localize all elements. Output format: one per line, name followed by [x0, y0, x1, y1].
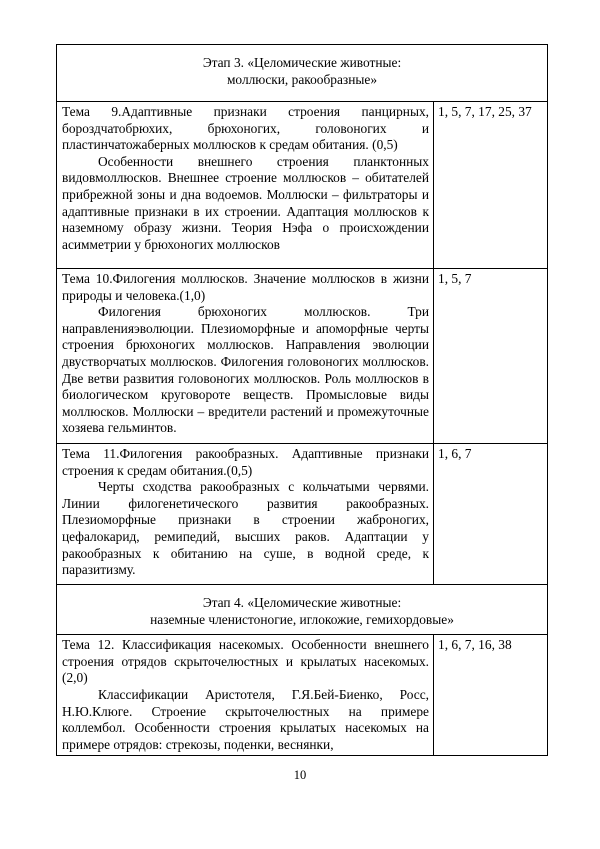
- stage-4-header: [57, 585, 548, 635]
- references-cell: 1, 5, 7: [434, 269, 548, 444]
- topic-title: Тема 9.Адаптивные признаки строения панцирных, бороздчатобрюхих, брюхоногих, головоногих и пластинчатожаберных моллюсков к средам обитания. (0,5): [62, 104, 429, 153]
- stage-3-title: Этап 3. «Целомические животные:: [202, 55, 402, 70]
- topic-cell: [57, 269, 434, 444]
- topic-content: Классификации Аристотеля, Г.Я.Бей-Биенко, Росс, Н.Ю.Клюге. Строение скрыточелюстных на примере коллембол. Особенности строения крылатых насекомых на примере отрядов: стрекозы, поденки, веснянки,: [62, 686, 429, 752]
- stage-3-header: [57, 45, 548, 102]
- stage-3-subtitle: моллюски, ракообразные»: [226, 71, 378, 87]
- references-cell: 1, 5, 7, 17, 25, 37: [434, 102, 548, 269]
- topic-title: Тема 11.Филогения ракообразных. Адаптивные признаки строения к средам обитания.(0,5): [62, 446, 429, 478]
- references-cell: 1, 6, 7: [434, 444, 548, 585]
- topic-row: [57, 102, 548, 269]
- topic-content: Филогения брюхоногих моллюсков. Три направленияэволюции. Плезиоморфные и апоморфные черты строения брюхоногих моллюсков. Направления эволюции двустворчатых моллюсков. Филогения головоногих моллюсков. Две ветви развития головоногих моллюсков. Роль моллюсков в биологическом круговороте веществ. Промысловые виды моллюсков. Моллюски – вредители растений и промежуточные хозяева гельминтов.: [62, 304, 429, 436]
- stage-3-row: [57, 45, 548, 102]
- references-cell: 1, 6, 7, 16, 38: [434, 635, 548, 756]
- topic-title: Тема 12. Классификация насекомых. Особенности внешнего строения отрядов скрыточелюстных и крылатых насекомых.(2,0): [62, 637, 429, 686]
- topic-row: [57, 635, 548, 756]
- topic-cell: [57, 444, 434, 585]
- page-number: 10: [293, 768, 307, 782]
- topic-row: [57, 444, 548, 585]
- topic-content: Особенности внешнего строения планктонных видовмоллюсков. Внешнее строение моллюсков – обитателей прибрежной зоны и дна водоемов. Моллюски – фильтраторы и адаптивные признаки в их строении. Адаптация моллюсков к наземному образу жизни. Теория Нэфа о происхождении асимметрии у брюхоногих моллюсков: [62, 153, 429, 252]
- curriculum-table: [56, 44, 548, 756]
- stage-4-subtitle: наземные членистоногие, иглокожие, гемихордовые»: [150, 611, 454, 627]
- stage-4-title: Этап 4. «Целомические животные:: [202, 595, 402, 610]
- topic-cell: [57, 102, 434, 269]
- topic-content: Черты сходства ракообразных с кольчатыми червями. Линии филогенетического развития ракообразных. Плезиоморфные признаки в строении жаброногих, цефалокарид, ремипедий, высших раков. Адаптации у ракообразных к обитанию на суше, в водной среде, к паразитизму.: [62, 479, 429, 578]
- topic-row: [57, 269, 548, 444]
- stage-4-row: [57, 585, 548, 635]
- topic-title: Тема 10.Филогения моллюсков. Значение моллюсков в жизни природы и человека.(1,0): [62, 271, 429, 303]
- topic-cell: [57, 635, 434, 756]
